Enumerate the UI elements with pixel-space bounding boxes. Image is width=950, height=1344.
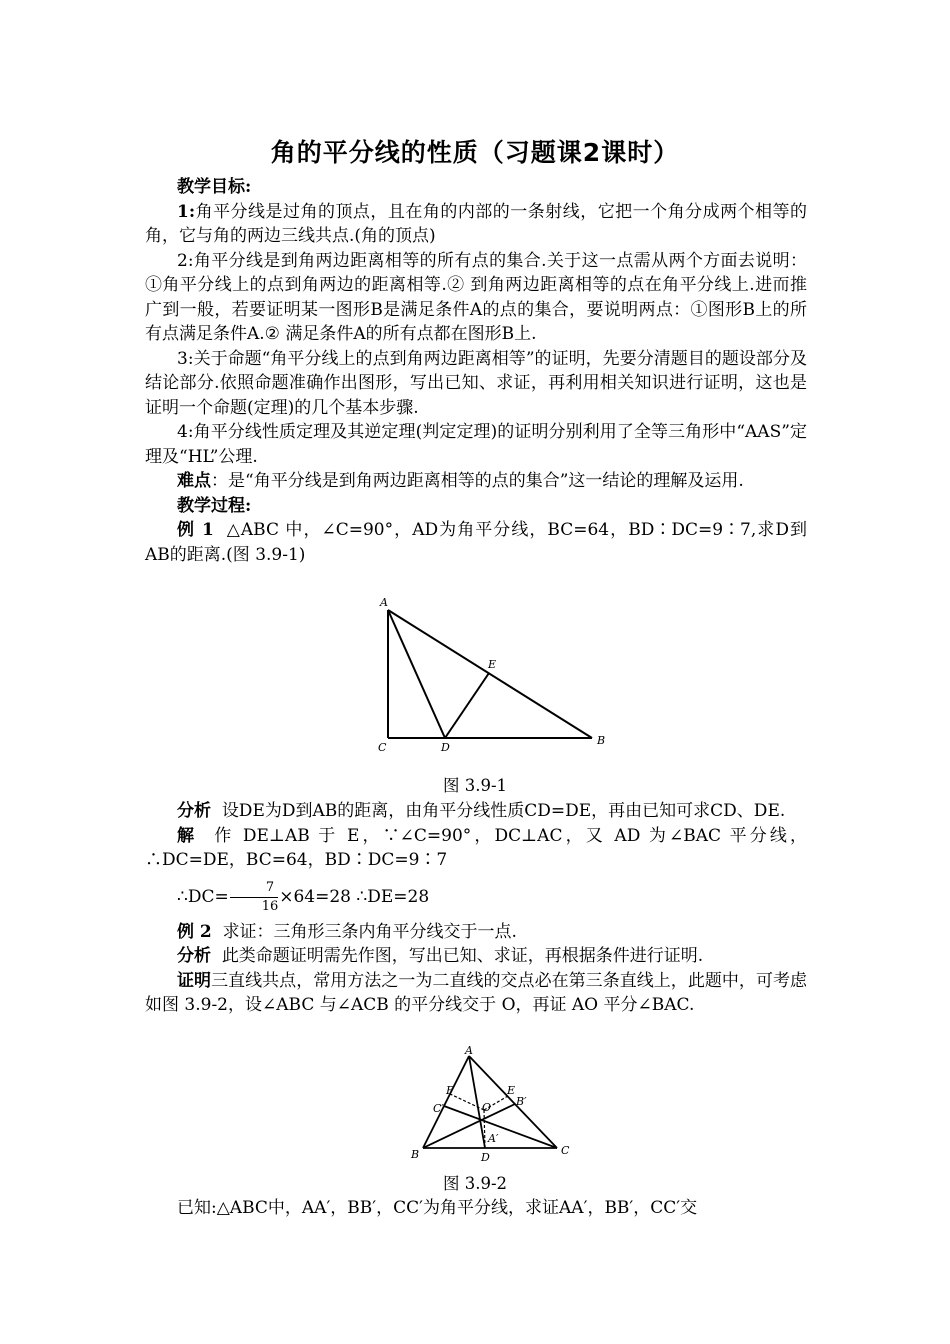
example-1-text: △ABC 中，∠C=90°，AD为角平分线，BC=64，BD∶DC=9∶7,求D到AB的距离.(图 3.9-1) xyxy=(145,520,808,565)
example-1 xyxy=(145,518,807,567)
proof-label: 证明 xyxy=(177,970,212,991)
label-b: B xyxy=(597,734,606,747)
label-c2: C xyxy=(561,1144,570,1157)
given-section xyxy=(145,1196,807,1221)
perpendicular-de xyxy=(445,673,489,738)
analysis-1-text: 设DE为D到AB的距离，由角平分线性质CD=DE，再由已知可求CD、DE. xyxy=(221,801,786,821)
analysis-2-text: 此类命题证明需先作图，写出已知、求证，再根据条件进行证明. xyxy=(221,946,704,966)
example-1-label: 例 1 xyxy=(177,520,214,540)
goals-heading: 教学目标: xyxy=(177,177,252,197)
difficulty xyxy=(145,469,807,494)
solution xyxy=(145,824,807,873)
goal-1-number: 1: xyxy=(177,201,196,222)
proof-text: 三直线共点，常用方法之一为二直线的交点必在第三条直线上，此题中，可考虑如图 3.9-2，设∠ABC 与∠ACB 的平分线交于 O，再证 AO 平分∠BAC. xyxy=(145,970,808,1015)
label-d2: D xyxy=(481,1151,490,1164)
label-a-prime: A′ xyxy=(488,1132,499,1145)
calc-suffix: ×64=28 xyxy=(279,886,352,907)
figure-3-9-2 xyxy=(405,1044,585,1164)
goal-4: 4:角平分线性质定理及其逆定理(判定定理)的证明分别利用了全等三角形中“AAS”定理及“HL”公理. xyxy=(145,422,807,467)
label-d: D xyxy=(441,741,450,752)
fraction-numerator: 7 xyxy=(230,879,279,898)
label-c-prime: C′ xyxy=(433,1102,444,1115)
label-b-prime: B′ xyxy=(516,1095,527,1108)
label-f: F xyxy=(446,1084,454,1097)
label-e: E xyxy=(488,658,497,671)
figure-3-9-1 xyxy=(370,592,620,752)
side-ab xyxy=(423,1056,469,1148)
goal-1 xyxy=(145,200,807,249)
analysis-2-label: 分析 xyxy=(177,946,211,966)
difficulty-text: ：是“角平分线是到角两边距离相等的点的集合”这一结论的理解及运用. xyxy=(211,471,744,491)
analysis-2 xyxy=(145,944,807,969)
bisector-cc xyxy=(444,1106,557,1148)
figure-2-caption: 图 3.9-2 xyxy=(442,1174,508,1193)
example-1-solution-section xyxy=(145,799,807,1018)
label-a: A xyxy=(380,596,388,609)
goal-3: 3:关于命题“角平分线上的点到角两边距离相等”的证明，先要分清题目的题设部分及结论部分.依照命题准确作出图形，写出已知、求证，再利用相关知识进行证明，这也是证明一个命题(定理)的几个基本步骤. xyxy=(145,348,807,418)
analysis-1-label: 分析 xyxy=(177,801,211,821)
solution-text: 作 DE⊥AB 于 E，∵∠C=90°，DC⊥AC，又 AD 为∠BAC 平分线，∴DC=DE，BC=64，BD∶DC=9∶7 xyxy=(145,825,807,870)
analysis-1 xyxy=(145,799,807,824)
solution-label: 解 xyxy=(177,825,198,846)
fraction-7-16 xyxy=(230,879,279,916)
teaching-goals-section xyxy=(145,175,807,567)
calculation xyxy=(145,879,807,916)
fraction-denominator: 16 xyxy=(261,898,279,914)
proof xyxy=(145,969,807,1018)
goal-1-text: 角平分线是过角的顶点，且在角的内部的一条射线，它把一个角分成两个相等的角，它与角的两边三线共点.(角的顶点) xyxy=(145,201,807,246)
label-c: C xyxy=(378,741,387,752)
label-b2: B xyxy=(411,1148,420,1161)
segment-ab xyxy=(388,610,592,738)
bisector-ad xyxy=(388,610,445,738)
goal-2: 2:角平分线是到角两边距离相等的所有点的集合.关于这一点需从两个方面去说明：①角平分线上的点到角两边的距离相等.② 到角两边距离相等的点在角平分线上.进而推广到一般，若要证明某一图形B是满足条件A的点的集合，要说明两点：①图形B上的所有点满足条件A.② 满足条件A的所有点都在图形B上. xyxy=(145,250,807,344)
figure-1-caption: 图 3.9-1 xyxy=(442,776,508,795)
example-2-text: 求证：三角形三条内角平分线交于一点. xyxy=(222,921,517,942)
example-2 xyxy=(145,920,807,945)
process-heading: 教学过程: xyxy=(177,495,252,516)
example-2-label: 例 2 xyxy=(177,921,212,942)
given-text: 已知:△ABC中，AA′，BB′，CC′为角平分线，求证AA′，BB′，CC′交 xyxy=(177,1198,698,1218)
label-e2: E xyxy=(507,1084,516,1097)
label-a2: A xyxy=(465,1044,473,1057)
calc-prefix: ∴DC= xyxy=(177,886,229,907)
page-title: 角的平分线的性质（习题课2课时） xyxy=(270,138,680,167)
difficulty-label: 难点 xyxy=(177,471,211,491)
perp-of xyxy=(450,1094,484,1110)
calc-de: ∴DE=28 xyxy=(356,886,430,907)
label-o: O xyxy=(482,1101,492,1114)
